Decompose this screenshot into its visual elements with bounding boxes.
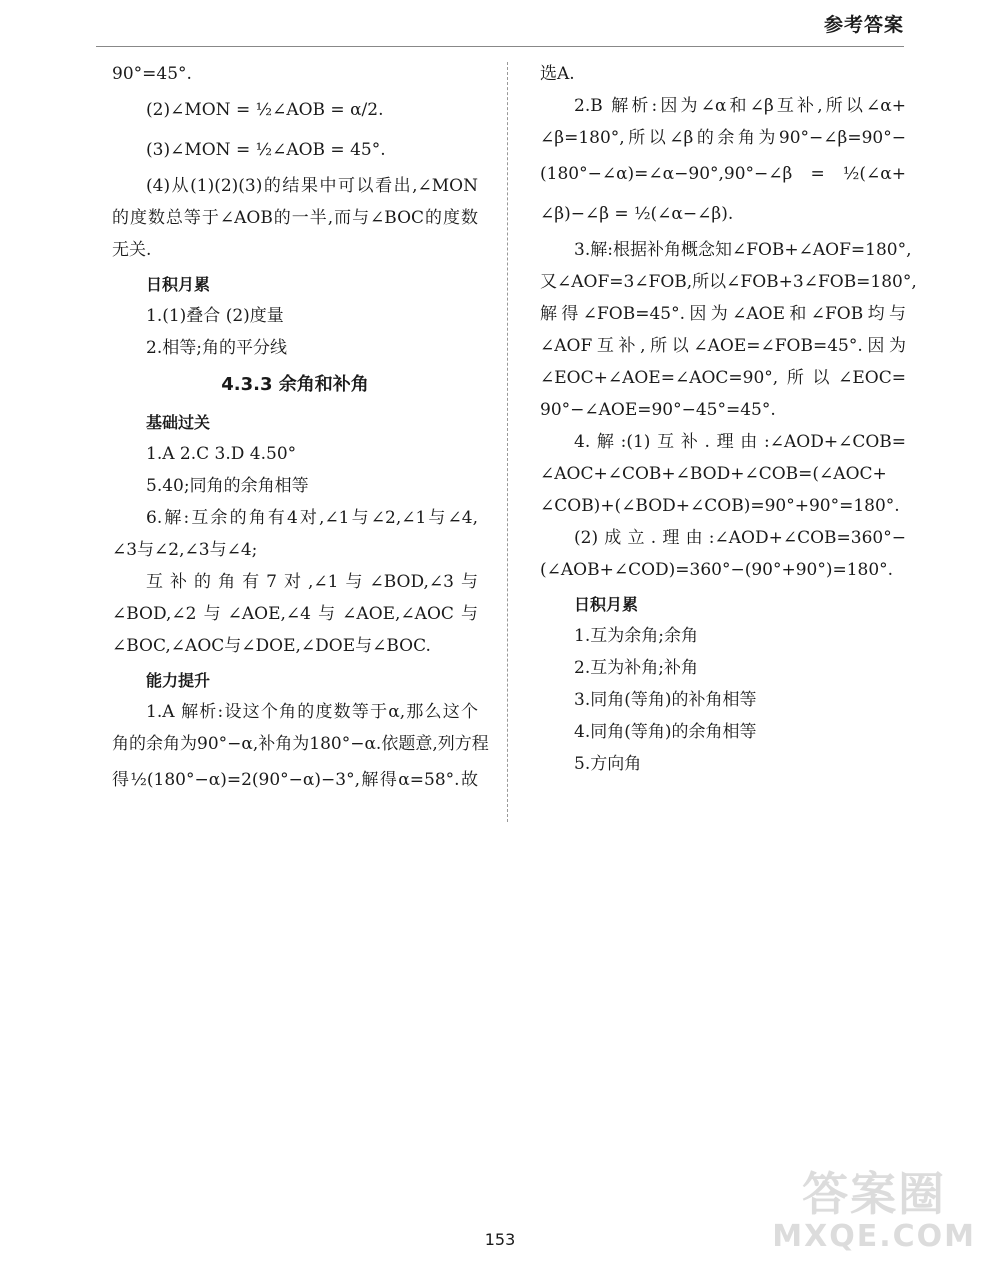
subheading-daily-accumulation: 日积月累 [146,275,211,294]
answer-line: 5.40;同角的余角相等 [146,476,309,496]
answer-line: 5.方向角 [574,754,642,774]
answer-line: 又∠AOF=3∠FOB,所以∠FOB+3∠FOB=180°, [540,272,917,292]
running-header: 参考答案 [823,14,904,36]
answer-line: 4.解:(1)互补.理由:∠AOD+∠COB= [574,432,906,452]
left-column [112,58,489,800]
answer-line: 的度数总等于∠AOB的一半,而与∠BOC的度数 [112,208,478,228]
answer-line: ∠3与∠2,∠3与∠4; [112,540,258,560]
header-rule [96,46,904,47]
answer-line: ∠COB)+(∠BOD+∠COB)=90°+90°=180°. [540,496,900,516]
answer-line: 2.B 解析:因为∠α和∠β互补,所以∠α+ [574,96,906,116]
subheading-daily-accumulation: 日积月累 [574,595,639,614]
answer-line: 6.解:互余的角有4对,∠1与∠2,∠1与∠4, [146,508,478,528]
answer-line: (180°−∠α)=∠α−90°,90°−∠β = ½(∠α+ [540,164,906,184]
page-number: 153 [484,1230,516,1249]
subheading-improvement: 能力提升 [146,671,211,690]
section-title: 4.3.3 余角和补角 [221,374,369,395]
answer-line: ∠EOC+∠AOE=∠AOC=90°,所以∠EOC= [540,368,906,388]
answer-line: ∠BOC,∠AOC与∠DOE,∠DOE与∠BOC. [112,636,431,656]
answer-line: (4)从(1)(2)(3)的结果中可以看出,∠MON [146,176,478,196]
answer-line: ∠β=180°,所以∠β的余角为90°−∠β=90°− [540,128,906,148]
watermark-logo [772,1168,976,1254]
answer-line: 3.同角(等角)的补角相等 [574,690,757,710]
answer-line: 无关. [112,240,152,260]
watermark-chinese: 答案圈 [802,1167,947,1221]
answer-line: 1.A 2.C 3.D 4.50° [146,444,297,464]
answer-line: 2.相等;角的平分线 [146,338,287,358]
answer-line: 角的余角为90°−α,补角为180°−α.依题意,列方程 [112,734,489,754]
answer-line: 得½(180°−α)=2(90°−α)−3°,解得α=58°.故 [112,770,478,790]
answer-line: 4.同角(等角)的余角相等 [574,722,757,742]
answer-line: ∠AOC+∠COB+∠BOD+∠COB=(∠AOC+ [540,464,887,484]
answer-line: (2)∠MON = ½∠AOB = α/2. [146,100,384,120]
answer-line: 90°=45°. [112,64,192,84]
subheading-basic: 基础过关 [146,413,211,432]
answer-line: (2)成立.理由:∠AOD+∠COB=360°− [574,528,906,548]
answer-line: ∠BOD,∠2与∠AOE,∠4与∠AOE,∠AOC与 [112,604,478,624]
answer-line: 1.A 解析:设这个角的度数等于α,那么这个 [146,702,478,722]
answer-line: 选A. [540,64,575,84]
right-column [540,58,917,780]
answer-line: ∠AOF互补,所以∠AOE=∠FOB=45°.因为 [540,336,906,356]
column-divider [507,62,508,822]
answer-line: 互补的角有7对,∠1与∠BOD,∠3与 [146,572,478,592]
answer-line: 1.(1)叠合 (2)度量 [146,306,284,326]
answer-line: ∠β)−∠β = ½(∠α−∠β). [540,204,734,224]
answer-line: (∠AOB+∠COD)=360°−(90°+90°)=180°. [540,560,894,580]
watermark-url: MXQE.COM [772,1219,976,1254]
answer-line: 解得∠FOB=45°.因为∠AOE和∠FOB均与 [540,304,906,324]
answer-line: 1.互为余角;余角 [574,626,698,646]
answer-line: (3)∠MON = ½∠AOB = 45°. [146,140,386,160]
answer-line: 3.解:根据补角概念知∠FOB+∠AOF=180°, [574,240,912,260]
answer-line: 90°−∠AOE=90°−45°=45°. [540,400,776,420]
answer-line: 2.互为补角;补角 [574,658,698,678]
